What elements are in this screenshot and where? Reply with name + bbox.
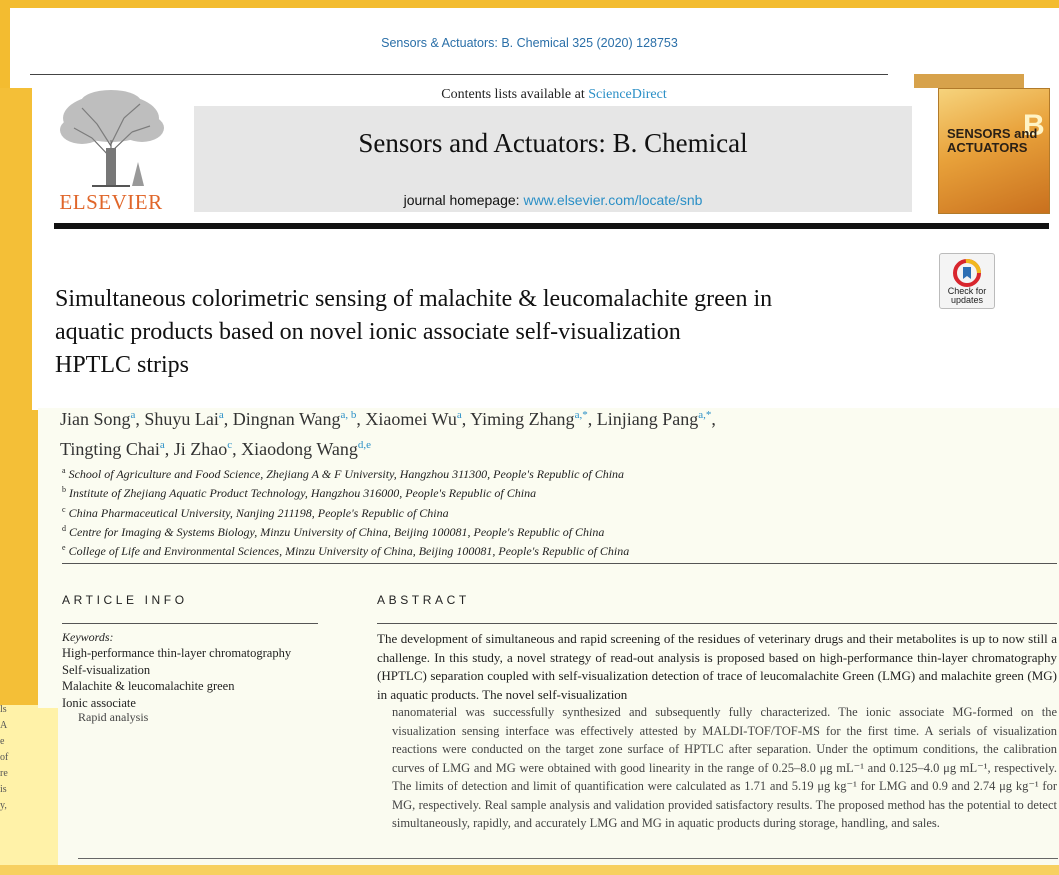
- keyword-item: Malachite & leucomalachite green: [62, 679, 235, 693]
- abstract-heading: ABSTRACT: [377, 593, 470, 607]
- article-info-rule: [62, 623, 318, 624]
- affiliation-item: [62, 463, 962, 482]
- keyword-list: [62, 645, 322, 711]
- elsevier-logo: [52, 88, 170, 213]
- affiliation-text: Centre for Imaging & Systems Biology, Minzu University of China, Beijing 100081, People's Republic of China: [69, 524, 605, 539]
- keyword-item: Rapid analysis: [78, 710, 149, 724]
- margin-fragment: A: [0, 720, 8, 731]
- author-name[interactable]: Linjiang Pang: [596, 409, 699, 429]
- author-affil-ref[interactable]: a, b: [340, 409, 357, 421]
- author-affil-ref[interactable]: a: [130, 409, 136, 421]
- footer-rule: [78, 858, 1058, 859]
- affiliation-key: d: [62, 523, 66, 533]
- keywords-label: Keywords:: [62, 630, 114, 644]
- cover-title-line1: SENSORS and: [947, 126, 1038, 141]
- author-row: Jian Song$^a$, Shuyu Lai$^a$, Dingnan Wang$^{a, b}$, Xiaomei Wu$^a$, Yiming Zhang$^{a,*}$, Linjiang Pang$^{a,*}$,: [60, 409, 716, 429]
- journal-cover: [938, 88, 1050, 214]
- keyword-item: Ionic associate: [62, 695, 136, 710]
- header-rule: [30, 74, 888, 75]
- margin-fragments: [0, 702, 10, 814]
- abstract-rule: [377, 623, 1057, 624]
- affiliation-text: China Pharmaceutical University, Nanjing 211198, People's Republic of China: [68, 505, 449, 520]
- margin-fragment: of: [0, 752, 9, 763]
- abstract-text: The development of simultaneous and rapid screening of the residues of veterinary drugs and their metabolites is up to now still a challenge. In this study, a novel strategy of read-out analysis is proposed based on high-performance thin-layer chromatography (HPTLC) separation coupled with self-visualization detection of trace of leucomalachite Green (LMG) and malachite green (MG) in aquatic products. The novel self-visualization: [377, 631, 1057, 702]
- author-name[interactable]: Ji Zhao: [173, 439, 228, 459]
- author-name[interactable]: Dingnan Wang: [232, 409, 341, 429]
- contents-line: [195, 87, 913, 103]
- cover-shadow: [914, 74, 1024, 88]
- author-name[interactable]: Xiaomei Wu: [365, 409, 457, 429]
- tree-icon: [52, 88, 170, 188]
- author-affil-ref[interactable]: a: [218, 409, 224, 421]
- margin-fragment: re: [0, 768, 8, 779]
- affiliation-key: e: [62, 543, 66, 553]
- homepage-prefix: journal homepage:: [403, 192, 524, 208]
- masthead-rule: [54, 223, 1049, 229]
- check-for-updates-button[interactable]: [939, 253, 995, 309]
- journal-reference: Sensors & Actuators: B. Chemical 325 (2020) 128753: [381, 36, 678, 50]
- affiliation-key: a: [62, 466, 66, 475]
- author-name[interactable]: Xiaodong Wang: [241, 439, 358, 459]
- check-updates-icon: [953, 259, 981, 287]
- journal-masthead: [194, 106, 912, 212]
- author-name[interactable]: Tingting Chai: [60, 439, 160, 459]
- margin-fragment: ls: [0, 704, 7, 715]
- sciencedirect-link[interactable]: ScienceDirect: [588, 87, 667, 102]
- keyword-item: Self-visualization: [62, 662, 151, 677]
- author-affil-ref[interactable]: a: [456, 409, 462, 421]
- journal-homepage: [194, 192, 912, 208]
- author-affil-ref[interactable]: d,e: [357, 439, 371, 451]
- cover-title: [947, 127, 1037, 155]
- affiliation-item: [62, 482, 962, 501]
- abstract-text-continued: nanomaterial was successfully synthesized and subsequently fully characterized. The ionic associate MG-formed on the visualization sensing interface was effectively attested by MALDI-TOF/TOF-MS for the first time. A serials of visualization reactions were conducted on the target zone surface of HPTLC after separation. Under the optimum conditions, the calibration curves of LMG and MG were obtained with good linearity in the range of 0.25–8.0 μg mL⁻¹ and 0.125–4.0 μg mL⁻¹, respectively. The limits of detection and limit of quantification were calculated as 1.71 and 5.19 μg kg⁻¹ for LMG and 0.9 and 2.74 μg kg⁻¹ for MG, respectively. Real sample analysis and validation provided satisfactory results. The proposed method has the potential to detect simultaneously, rapidly, and accurately LMG and MG in aquatic products during storage, handling, and sales.: [392, 705, 1057, 830]
- title-line: HPTLC strips: [55, 352, 190, 378]
- affiliation-list: [62, 463, 962, 559]
- author-row: Tingting Chai$^a$, Ji Zhao$^c$, Xiaodong Wang$^{d,e}$: [60, 439, 371, 459]
- article-info-heading: ARTICLE INFO: [62, 593, 188, 607]
- title-line: aquatic products based on novel ionic associate self-visualization: [55, 319, 681, 345]
- affiliation-item: [62, 540, 962, 559]
- cover-letter: B: [1023, 109, 1045, 142]
- margin-fragment: y,: [0, 800, 7, 811]
- author-affil-ref[interactable]: a,*: [574, 409, 588, 421]
- author-name[interactable]: Jian Song: [60, 409, 131, 429]
- author-affil-ref[interactable]: a: [159, 439, 165, 451]
- margin-fragment: is: [0, 784, 7, 795]
- author-name[interactable]: Yiming Zhang: [470, 409, 575, 429]
- cover-title-line2: ACTUATORS: [947, 140, 1028, 155]
- section-rule: [62, 563, 1057, 564]
- affiliation-text: Institute of Zhejiang Aquatic Product Technology, Hangzhou 316000, People's Republic of China: [69, 486, 537, 501]
- author-affil-ref[interactable]: c: [227, 439, 233, 451]
- affiliation-key: c: [62, 504, 66, 514]
- title-line: Simultaneous colorimetric sensing of malachite & leucomalachite green in: [55, 286, 773, 312]
- margin-fragment: e: [0, 736, 5, 747]
- author-name[interactable]: Shuyu Lai: [144, 409, 219, 429]
- check-updates-label: Check for updates: [947, 286, 987, 305]
- affiliation-text: College of Life and Environmental Sciences, Minzu University of China, Beijing 100081, People's Republic of China: [68, 544, 630, 559]
- article-title: [55, 283, 925, 382]
- homepage-link[interactable]: www.elsevier.com/locate/snb: [523, 192, 703, 208]
- affiliation-item: [62, 521, 962, 540]
- author-list: [60, 402, 1050, 462]
- keyword-item: High-performance thin-layer chromatography: [62, 646, 292, 660]
- affiliation-text: School of Agriculture and Food Science, Zhejiang A & F University, Hangzhou 311300, People's Republic of China: [68, 467, 625, 481]
- contents-prefix: Contents lists available at: [441, 87, 589, 102]
- journal-name: Sensors and Actuators: B. Chemical: [358, 128, 748, 158]
- affiliation-key: b: [62, 485, 66, 495]
- publisher-logo-text: ELSEVIER: [59, 190, 163, 214]
- affiliation-item: [62, 502, 962, 521]
- author-affil-ref[interactable]: a,*: [698, 409, 712, 421]
